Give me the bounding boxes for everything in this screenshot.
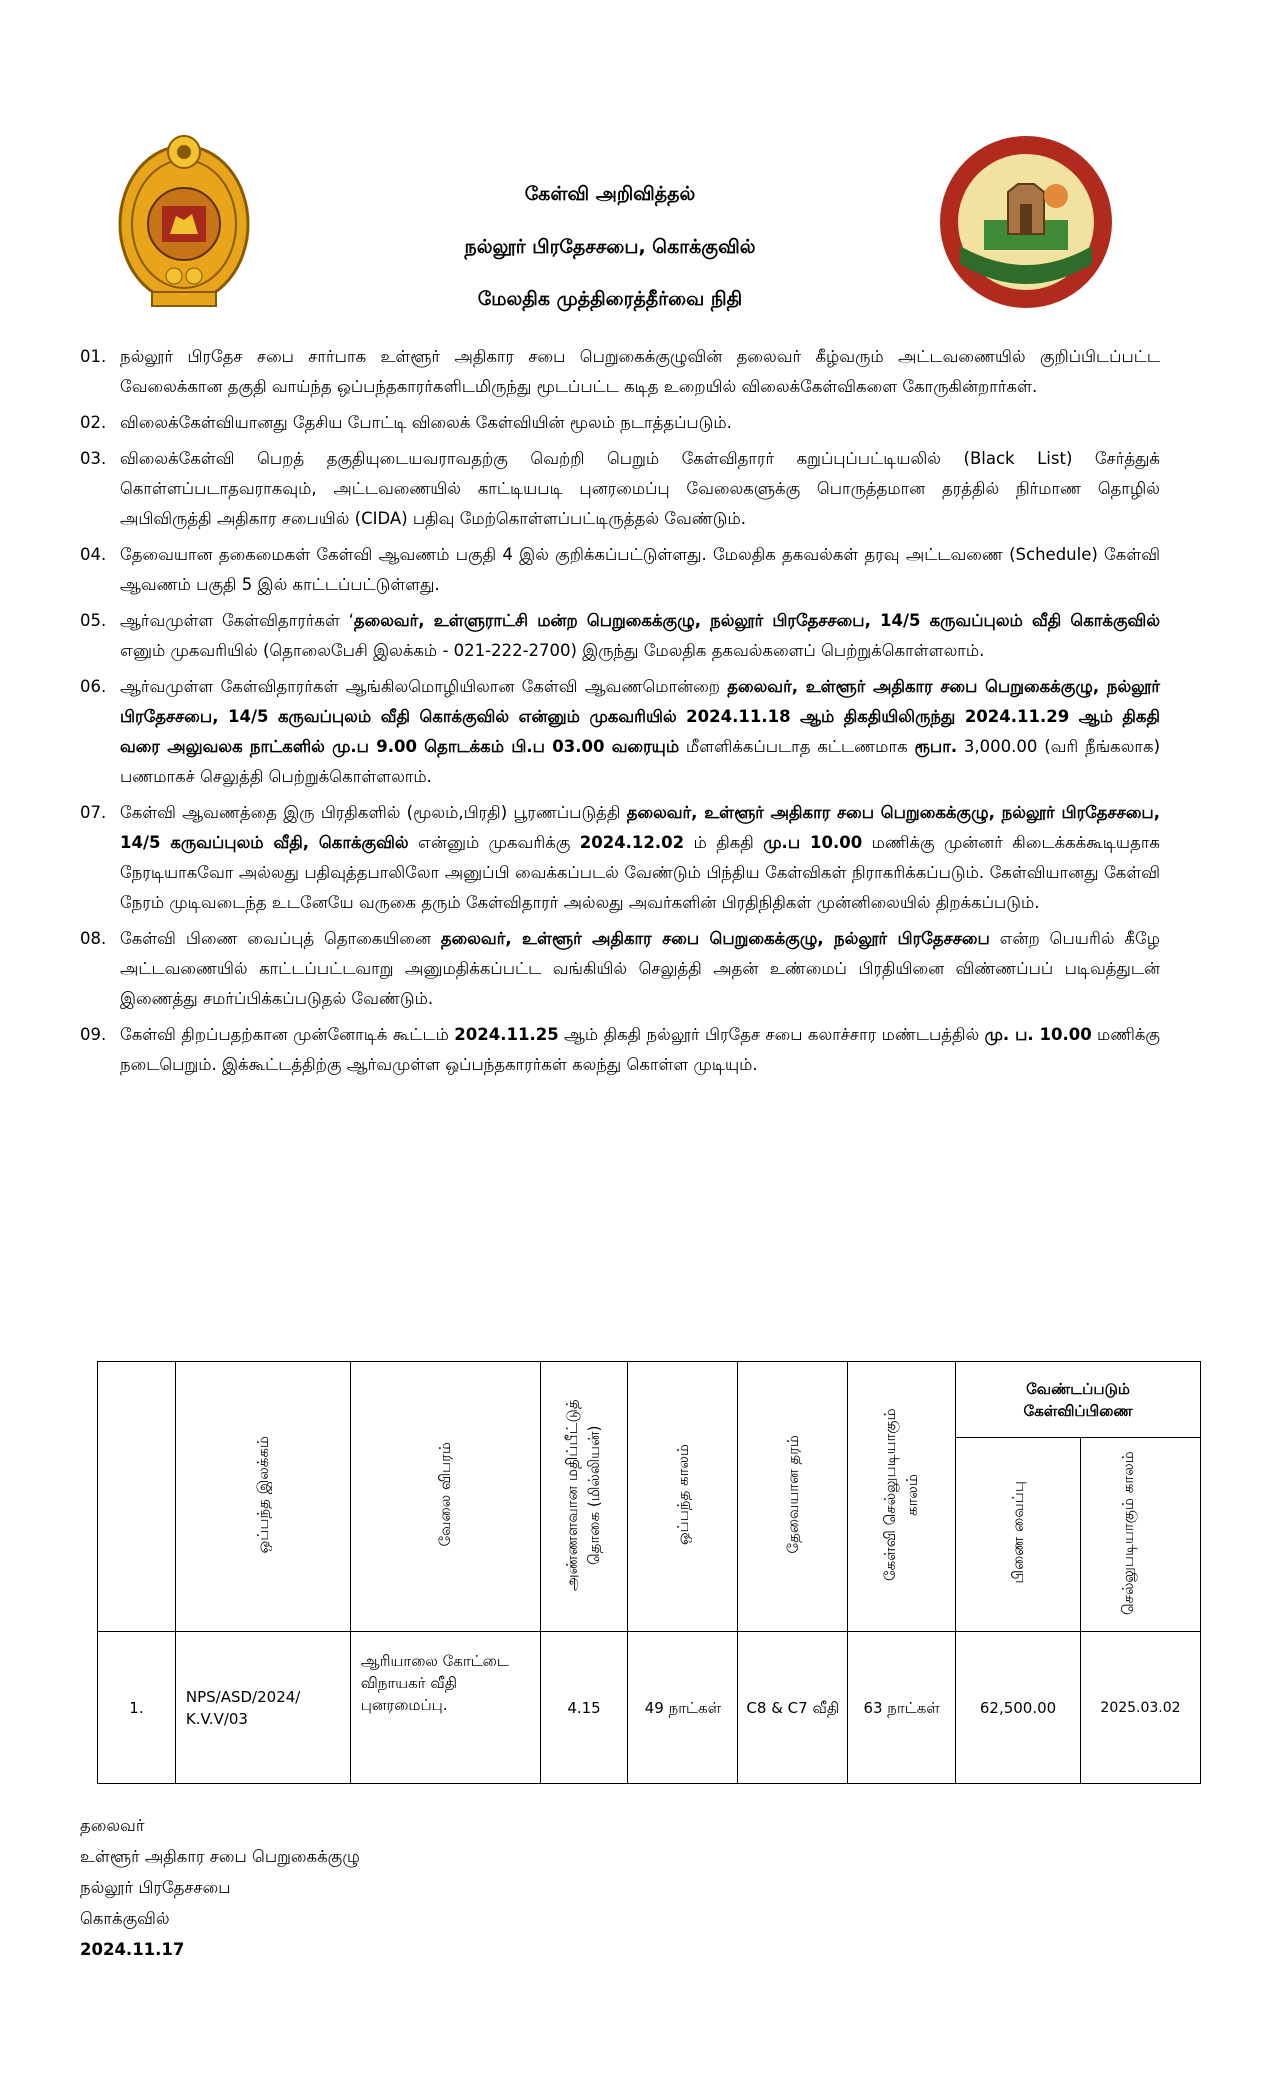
signature-title: தலைவர்: [80, 1816, 145, 1835]
notice-item: [80, 1020, 1160, 1080]
item-text: [120, 413, 732, 432]
header-grade-cell: [738, 1362, 848, 1632]
header-bond-validity-cell: [1080, 1438, 1200, 1632]
item-text-segment: தேவையான தகைமைகள் கேள்வி ஆவணம் பகுதி 4 இல் குறிக்கப்பட்டுள்ளது. மேலதிக தகவல்கள் தரவு அட்டவணை (Schedule) கேள்வி ஆவணம் பகுதி 5 இல் காட்டப்பட்டுள்ளது.: [120, 545, 1160, 594]
item-text-segment: மணிக்கு நடைபெறும். இக்கூட்டத்திற்கு ஆர்வமுள்ள ஒப்பந்தகாரர்கள் கலந்து கொள்ள முடியும்.: [120, 1025, 1160, 1074]
notice-item: [80, 540, 1160, 600]
signature-date: 2024.11.17: [80, 1940, 185, 1959]
item-text-segment: என்னும் முகவரிக்கு: [408, 833, 580, 852]
item-text-segment: ஆர்வமுள்ள கேள்விதாரர்கள் ஆங்கிலமொழியிலான கேள்வி ஆவணமொன்றை: [120, 677, 728, 696]
item-text-segment: மு.ப 10.00: [763, 833, 863, 852]
item-text-segment: நல்லூர் பிரதேச சபை சார்பாக உள்ளூர் அதிகார சபை பெறுகைக்குழுவின் தலைவர் கீழ்வரும் அட்டவணையில் குறிப்பிடப்பட்ட வேலைக்கான தகுதி வாய்ந்த ஒப்பந்தகாரர்களிடமிருந்து மூடப்பட்ட கடித உறையில் விலைக்கேள்விகளை கோருகின்றார்கள்.: [120, 347, 1160, 396]
header-bond-validity: செல்லுபடியாகும் காலம்: [1119, 1450, 1138, 1615]
header-empty-no: [98, 1362, 176, 1632]
notice-item: [80, 924, 1160, 1014]
header-grade: தேவையான தரம்: [783, 1435, 802, 1554]
notice-item: [80, 342, 1160, 402]
item-number: 07.: [80, 803, 107, 822]
item-text-segment: விலைக்கேள்வி பெறத் தகுதியுடையவராவதற்கு வெற்றி பெறும் கேள்விதாரர் கறுப்புப்பட்டியலில் (Black List) சேர்த்துக் கொள்ளப்படாதவராகவும், அட்டவணையில் காட்டியபடி புனரமைப்பு வேலைகளுக்கு பொருத்தமான தரத்தில் நிர்மாண தொழில் அபிவிருத்தி அதிகார சபையில் (CIDA) பதிவு மேற்கொள்ளப்பட்டிருத்தல் வேண்டும்.: [120, 449, 1160, 528]
notice-title: கேள்வி அறிவித்தல்: [524, 183, 696, 205]
header-estimate-cell: [540, 1362, 628, 1632]
row-no: 1.: [98, 1632, 176, 1784]
header-work-desc: வேலை விபரம்: [436, 1442, 455, 1547]
row-validity: 63 நாட்கள்: [848, 1632, 956, 1784]
notice-item: [80, 672, 1160, 792]
notice-item: [80, 798, 1160, 918]
header-validity-cell: [848, 1362, 956, 1632]
item-text: [120, 677, 1160, 786]
item-text: [120, 611, 1160, 660]
notice-item: [80, 606, 1160, 666]
row-estimate: 4.15: [540, 1632, 628, 1784]
item-text-segment: தலைவர், உள்ளூர் அதிகார சபை பெறுகைக்குழு, நல்லூர் பிரதேசசபை, 14/5 கருவப்புலம் வீதி கொக்குவில் என்னும் முகவரியில் 2024.11.18 ஆம் திகதியிலிருந்து 2024.11.29 ஆம் திகதி வரை அலுவலக நாட்களில் மு.ப 9.00 தொடக்கம் பி.ப 03.00 வரையும்: [120, 677, 1160, 756]
item-text: [120, 449, 1160, 528]
item-text-segment: ரூபா.: [914, 737, 958, 756]
item-text: [120, 545, 1160, 594]
row-bond-validity: 2025.03.02: [1080, 1632, 1200, 1784]
item-number: 09.: [80, 1025, 107, 1044]
row-period: 49 நாட்கள்: [628, 1632, 738, 1784]
tender-table: [97, 1361, 1201, 1784]
item-text-segment: எனும் முகவரியில் (தொலைபேசி இலக்கம் - 021-222-2700) இருந்து மேலதிக தகவல்களைப் பெற்றுக்கொள்ளலாம்.: [120, 641, 985, 660]
sri-lanka-emblem-logo: [114, 124, 254, 314]
item-text-segment: ஆர்வமுள்ள கேள்விதாரர்கள் ‘: [120, 611, 354, 630]
signature-place: கொக்குவில்: [80, 1909, 170, 1928]
row-bond-amount: 62,500.00: [956, 1632, 1081, 1784]
item-text-segment: மீளளிக்கப்படாத கட்டணமாக: [679, 737, 915, 756]
notice-items: [80, 342, 1160, 1086]
item-text-segment: தலைவர், உள்ளூர் அதிகார சபை பெறுகைக்குழு, நல்லூர் பிரதேசசபை: [440, 929, 990, 948]
item-text-segment: மு. ப. 10.00: [984, 1025, 1092, 1044]
header-estimate: அண்ணளவான மதிப்பீட்டுத் தொகை (மில்லியன்): [563, 1398, 604, 1591]
item-text-segment: ஆம் திகதி நல்லூர் பிரதேச சபை கலாச்சார மண்டபத்தில்: [558, 1025, 985, 1044]
item-number: 01.: [80, 347, 107, 366]
row-work-desc: ஆரியாலை கோட்டை விநாயகர் வீதி புனரமைப்பு.: [350, 1632, 540, 1784]
item-number: 08.: [80, 929, 107, 948]
item-text-segment: விலைக்கேள்வியானது தேசிய போட்டி விலைக் கேள்வியின் மூலம் நடாத்தப்படும்.: [120, 413, 732, 432]
item-text-segment: 3,000.00 (வரி நீங்கலாக) பணமாகச் செலுத்தி பெற்றுக்கொள்ளலாம்.: [120, 737, 1161, 786]
item-text: [120, 1025, 1160, 1074]
header-contract-no-cell: [175, 1362, 350, 1632]
header-validity: கேள்வி செல்லுபடியாகும் காலம்: [880, 1408, 921, 1581]
item-text-segment: தலைவர், உள்ளூர் அதிகார சபை பெறுகைக்குழு, நல்லூர் பிரதேசசபை, 14/5 கருவப்புலம் வீதி, கொக்குவில்: [120, 803, 1160, 852]
item-number: 03.: [80, 449, 107, 468]
item-text-segment: மணிக்கு முன்னர் கிடைக்கக்கூடியதாக நேரடியாகவோ அல்லது பதிவுத்தபாலிலோ அனுப்பி வைக்கப்படல் வேண்டும் பிந்திய கேள்விகள் நிராகரிக்கப்படும். கேள்வியானது கேள்வி நேரம் முடிவடைந்த உடனேயே வருகை தரும் கேள்விதாரர் அல்லது அவர்களின் பிரதிநிதிகள் முன்னிலையில் திறக்கப்படும்.: [120, 833, 1160, 912]
notice-item: [80, 408, 1160, 438]
item-text-segment: தலைவர், உள்ளுராட்சி மன்ற பெறுகைக்குழு, நல்லூர் பிரதேசசபை, 14/5 கருவப்புலம் வீதி கொக்குவில்: [353, 611, 1161, 630]
header-work-desc-cell: [350, 1362, 540, 1632]
table-row: [98, 1632, 1201, 1784]
item-text-segment: 2024.12.02: [579, 833, 685, 852]
item-number: 02.: [80, 413, 107, 432]
signature-block: [80, 1810, 360, 1965]
item-text-segment: என்ற பெயரில் கீழே அட்டவணையில் காட்டப்பட்டவாறு அனுமதிக்கப்பட்ட வங்கியில் செலுத்தி அதன் உண்மைப் பிரதியினை விண்ணப்பப் படிவத்துடன் இணைத்து சமர்ப்பிக்கப்படுதல் வேண்டும்.: [120, 929, 1160, 1008]
signature-council: நல்லூர் பிரதேசசபை: [80, 1878, 231, 1897]
row-contract-no: NPS/ASD/2024/ K.V.V/03: [175, 1632, 350, 1784]
item-text-segment: 2024.11.25: [454, 1025, 559, 1044]
notice-item: [80, 444, 1160, 534]
item-text-segment: ம் திகதி: [684, 833, 764, 852]
item-text: [120, 803, 1160, 912]
item-text: [120, 347, 1160, 396]
header-bond-amount: பிணை வைப்பு: [1009, 1481, 1028, 1584]
header-bond-amount-cell: [956, 1438, 1081, 1632]
header-bond-group: வேண்டப்படும் கேள்விப்பிணை: [956, 1362, 1201, 1438]
nallur-seal-logo: [938, 134, 1114, 310]
item-text-segment: கேள்வி பிணை வைப்புத் தொகையினை: [120, 929, 441, 948]
item-text-segment: கேள்வி ஆவணத்தை இரு பிரதிகளில் (மூலம்,பிரதி) பூரணப்படுத்தி: [120, 803, 627, 822]
item-number: 05.: [80, 611, 107, 630]
row-grade: C8 & C7 வீதி: [738, 1632, 848, 1784]
item-number: 06.: [80, 677, 107, 696]
item-text-segment: கேள்வி திறப்பதற்கான முன்னோடிக் கூட்டம்: [120, 1025, 455, 1044]
item-text: [120, 929, 1160, 1008]
header-contract-no: ஒப்பந்த இலக்கம்: [253, 1435, 272, 1554]
header-period-cell: [628, 1362, 738, 1632]
item-number: 04.: [80, 545, 107, 564]
fund-name: மேலதிக முத்திரைத்தீர்வை நிதி: [477, 288, 743, 310]
header-period: ஒப்பந்த காலம்: [673, 1443, 692, 1545]
signature-committee: உள்ளூர் அதிகார சபை பெறுகைக்குழு: [80, 1847, 360, 1866]
council-name: நல்லூர் பிரதேசசபை, கொக்குவில்: [464, 236, 756, 258]
